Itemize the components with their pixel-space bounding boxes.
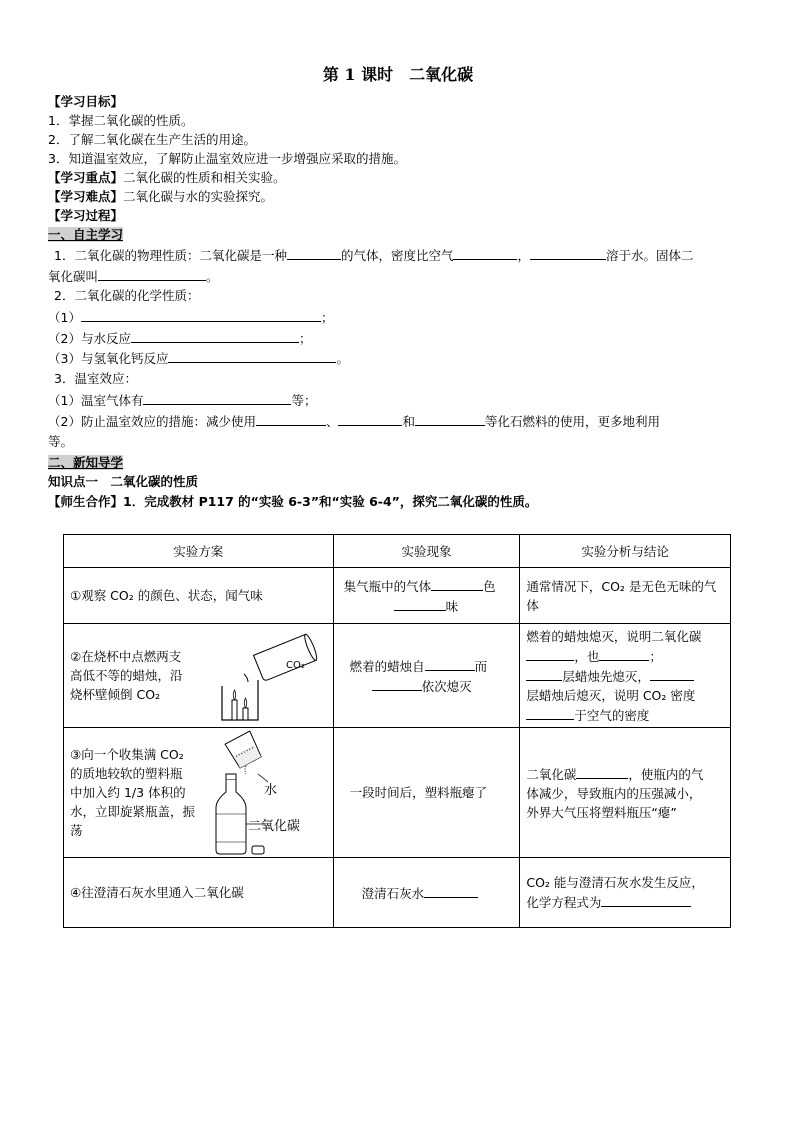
difficulty-text: 二氧化碳与水的实验探究。 [123, 189, 274, 204]
q1-text-a: 1．二氧化碳的物理性质：二氧化碳是一种 [54, 248, 287, 263]
water-label: 水 [264, 783, 278, 798]
row4-concl-line1: CO₂ 能与澄清石灰水发生反应， [526, 875, 704, 890]
row3-concl-line3: 外界大气压将塑料瓶压“瘪” [526, 804, 677, 820]
table-header-row [64, 535, 731, 568]
q1-text-f: 。 [206, 269, 219, 284]
question-1-line2 [48, 266, 219, 285]
question-2-3 [48, 348, 349, 367]
blank-input[interactable] [287, 245, 341, 260]
key-point-text: 二氧化碳的性质和相关实验。 [123, 170, 286, 185]
blank-input[interactable] [425, 656, 475, 671]
blank-input[interactable] [338, 411, 402, 426]
difficulty-label: 【学习难点】 [48, 189, 124, 204]
key-point [48, 168, 286, 187]
row4-obs: 澄清石灰水 [361, 885, 425, 901]
q1-text-b: 的气体，密度比空气 [340, 248, 454, 263]
question-3: 3．温室效应： [54, 371, 137, 386]
blank-input[interactable] [431, 576, 483, 591]
cooperation-task [48, 492, 537, 511]
q2-3-end: 。 [336, 351, 349, 366]
blank-input[interactable] [526, 646, 574, 661]
blank-input[interactable] [530, 245, 606, 260]
q3-2-text-c: 和 [402, 414, 415, 429]
blank-input[interactable] [81, 307, 321, 322]
row2-obs-b: 而 [474, 658, 488, 674]
blank-input[interactable] [526, 666, 562, 681]
row3-plan-line3: 中加入约 1/3 体积的 [70, 785, 186, 800]
blank-input[interactable] [394, 596, 446, 611]
row1-obs-b: 色 [483, 578, 496, 594]
row2-concl-line3: 层蜡烛先熄灭， [562, 668, 650, 684]
table-row [64, 728, 731, 858]
row1-observation [333, 568, 520, 624]
row2-concl-2a: ，也 [574, 648, 600, 664]
row2-concl-line5: 于空气的密度 [574, 707, 650, 723]
section-2-heading [48, 453, 123, 472]
blank-input[interactable] [599, 646, 649, 661]
row3-plan [64, 728, 334, 858]
header-conclusion: 实验分析与结论 [520, 535, 731, 568]
q2-1-end: ； [320, 310, 334, 325]
blank-input[interactable] [168, 348, 336, 363]
question-1-line1 [54, 245, 694, 264]
coop-label: 【师生合作】 [48, 494, 124, 509]
header-observation: 实验现象 [333, 535, 520, 568]
q2-3-label: （3）与氢氧化钙反应 [48, 351, 169, 366]
q3-1-label: （1）温室气体有 [48, 393, 144, 408]
row2-observation [333, 624, 520, 728]
blank-input[interactable] [650, 666, 694, 681]
row2-plan-line1: ②在烧杯中点燃两支 [70, 649, 182, 664]
blank-input[interactable] [526, 705, 574, 720]
objectives-header: 【学习目标】 [48, 94, 124, 109]
q3-2-text-d: 等化石燃料的使用，更多地利用 [485, 414, 661, 429]
key-point-label: 【学习重点】 [48, 170, 124, 185]
section-1-heading [48, 225, 123, 244]
q2-2-end: ； [298, 331, 312, 346]
q3-2-text-b: 、 [325, 414, 339, 429]
q2-2-label: （2）与水反应 [48, 331, 131, 346]
q1-text-d: 溶于水。固体二 [606, 248, 694, 263]
row3-concl-line2: 体减少，导致瓶内的压强减小， [526, 785, 702, 801]
blank-input[interactable] [98, 266, 206, 281]
section-2-title: 二、新知导学 [48, 455, 124, 470]
row3-conclusion [520, 728, 731, 858]
row3-concl-1b: ，使瓶内的气 [628, 766, 704, 782]
page-title: 第 1 课时 二氧化碳 [322, 65, 474, 84]
q1-text-e: 氧化碳叫 [48, 269, 99, 284]
header-plan: 实验方案 [64, 535, 334, 568]
plastic-bottle-diagram [208, 730, 326, 856]
row2-plan [64, 624, 334, 728]
row2-conclusion [520, 624, 731, 728]
table-row [64, 858, 731, 928]
difficulty [48, 187, 273, 206]
blank-input[interactable] [601, 892, 691, 907]
row3-plan-line1: ③向一个收集满 CO₂ [70, 747, 184, 762]
blank-input[interactable] [143, 390, 291, 405]
question-2-1 [48, 307, 333, 326]
row2-plan-line3: 烧杯壁倾倒 CO₂ [70, 687, 161, 702]
row4-concl-line2: 化学方程式为 [526, 895, 602, 910]
row2-concl-line1: 燃着的蜡烛熄灭，说明二氧化碳 [526, 628, 702, 644]
blank-input[interactable] [256, 411, 326, 426]
q3-1-end: 等； [291, 393, 317, 408]
blank-input[interactable] [453, 245, 517, 260]
blank-input[interactable] [424, 883, 478, 898]
blank-input[interactable] [372, 676, 422, 691]
row1-obs-c: 味 [445, 598, 459, 614]
q2-1-label: （1） [48, 310, 81, 325]
row4-plan: ④往澄清石灰水里通入二氧化碳 [64, 858, 334, 928]
objective-2: 2．了解二氧化碳在生产生活的用途。 [48, 132, 256, 147]
table-row [64, 568, 731, 624]
row3-plan-line5: 荡 [70, 823, 83, 838]
knowledge-point-1: 知识点一 二氧化碳的性质 [48, 474, 199, 489]
question-3-1 [48, 390, 316, 409]
row3-obs: 一段时间后，塑料瓶瘪了 [349, 785, 488, 800]
row2-plan-line2: 高低不等的蜡烛，沿 [70, 668, 183, 683]
row4-observation [333, 858, 520, 928]
row1-conclusion: 通常情况下，CO₂ 是无色无味的气体 [520, 568, 731, 624]
row3-plan-line2: 的质地较软的塑料瓶 [70, 766, 183, 781]
row1-obs-a: 集气瓶中的气体 [343, 578, 432, 594]
objective-3: 3．知道温室效应，了解防止温室效应进一步增强应采取的措施。 [48, 151, 406, 166]
row3-observation [333, 728, 520, 858]
row1-plan: ①观察 CO₂ 的颜色、状态，闻气味 [64, 568, 334, 624]
co2-label: 二氧化碳 [248, 819, 301, 834]
table-row [64, 624, 731, 728]
blank-input[interactable] [576, 764, 628, 779]
candle-beaker-diagram [214, 628, 326, 724]
row2-concl-2b: ； [649, 648, 662, 664]
row4-conclusion [520, 858, 731, 928]
row2-obs-c: 依次熄灭 [421, 678, 472, 694]
row2-concl-line4: 层蜡烛后熄灭，说明 CO₂ 密度 [526, 687, 696, 703]
blank-input[interactable] [131, 328, 299, 343]
q3-2-text-a: （2）防止温室效应的措施：减少使用 [48, 414, 256, 429]
row2-obs-a: 燃着的蜡烛自 [349, 658, 425, 674]
coop-text: 1．完成教材 P117 的“实验 6-3”和“实验 6-4”，探究二氧化碳的性质。 [123, 494, 538, 509]
row3-concl-1a: 二氧化碳 [526, 766, 577, 782]
section-1-title: 一、自主学习 [48, 227, 124, 242]
question-3-2 [48, 411, 660, 430]
question-3-2-cont: 等。 [48, 434, 74, 449]
experiment-table [63, 534, 731, 928]
objective-1: 1．掌握二氧化碳的性质。 [48, 113, 194, 128]
question-2: 2．二氧化碳的化学性质： [54, 288, 200, 303]
process-header: 【学习过程】 [48, 208, 124, 223]
blank-input[interactable] [415, 411, 485, 426]
co2-jar-label: CO₂ [286, 660, 305, 671]
row3-plan-line4: 水，立即旋紧瓶盖，振 [70, 804, 196, 819]
q1-text-c: ， [517, 248, 530, 263]
question-2-2 [48, 328, 311, 347]
